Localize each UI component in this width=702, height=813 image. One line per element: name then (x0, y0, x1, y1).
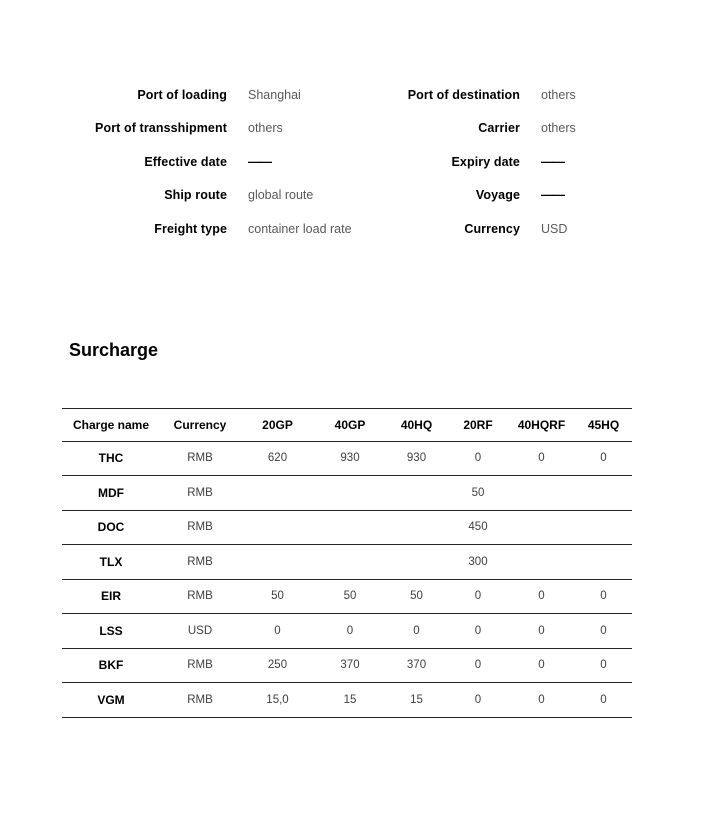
field-value: others (541, 87, 576, 102)
rate-cell: 50 (410, 590, 423, 603)
column-header: Charge name (72, 417, 150, 432)
field-value-empty-dash: —— (541, 188, 564, 203)
rate-cell: 620 (267, 452, 288, 465)
field-label: Port of transshipment (95, 121, 227, 136)
info-row (392, 112, 682, 146)
rate-cell (508, 510, 575, 545)
rate-cell: 0 (474, 590, 482, 603)
rate-cell (508, 545, 575, 580)
rate-cell: 370 (340, 659, 360, 672)
charge-name-cell: MDF (98, 485, 124, 500)
info-row (392, 179, 682, 213)
rate-cell (385, 510, 448, 545)
field-value: Shanghai (248, 87, 301, 102)
rate-cell (385, 545, 448, 580)
info-row (62, 179, 392, 213)
surcharge-heading: Surcharge (69, 339, 159, 360)
rate-cell: 0 (274, 624, 281, 637)
shipment-info-section (0, 0, 702, 246)
field-label: Voyage (475, 188, 520, 203)
table-row (62, 510, 632, 545)
rate-cell: 930 (406, 452, 427, 465)
rate-cell: 0 (600, 452, 607, 465)
charge-name-cell: EIR (100, 589, 121, 604)
rate-cell (385, 476, 448, 511)
charge-name-cell: DOC (97, 520, 125, 535)
rate-cell: 15 (410, 693, 423, 706)
rate-cell (315, 510, 385, 545)
info-row (62, 112, 392, 146)
rate-cell: 0 (538, 693, 545, 706)
charge-name-cell: TLX (99, 554, 123, 569)
field-value: others (248, 121, 283, 136)
rate-cell: 0 (474, 693, 482, 706)
field-value-empty-dash: —— (541, 154, 564, 169)
rate-cell: 0 (538, 452, 545, 465)
rate-cell (240, 545, 315, 580)
rate-cell: 50 (343, 590, 357, 603)
table-row (62, 683, 632, 718)
rate-cell (315, 476, 385, 511)
field-label: Port of destination (407, 87, 520, 102)
column-header: 40GP (334, 417, 366, 432)
column-header: 45HQ (587, 417, 620, 432)
column-header: 20RF (463, 417, 493, 432)
column-header: 40HQ (400, 417, 433, 432)
rate-cell (575, 545, 632, 580)
rate-cell: 0 (474, 659, 482, 672)
field-value: USD (541, 221, 568, 236)
surcharge-table (62, 408, 632, 718)
table-row (62, 476, 632, 511)
table-row (62, 545, 632, 580)
rate-cell (240, 476, 315, 511)
info-column-right (392, 78, 682, 246)
rate-cell: 450 (468, 521, 488, 534)
field-value: others (541, 121, 576, 136)
rate-cell (575, 476, 632, 511)
info-row (62, 145, 392, 179)
rate-cell (240, 510, 315, 545)
currency-cell: RMB (187, 486, 213, 499)
info-row (62, 78, 392, 112)
currency-cell: RMB (187, 659, 213, 672)
rate-cell: 0 (538, 659, 545, 672)
field-label: Currency (464, 221, 520, 236)
info-row (62, 212, 392, 246)
info-row (392, 145, 682, 179)
rate-cell: 370 (406, 659, 427, 672)
currency-cell: RMB (187, 555, 213, 568)
field-label: Port of loading (137, 87, 227, 102)
charge-name-cell: LSS (99, 623, 123, 638)
field-label: Expiry date (451, 154, 520, 169)
table-header-row (62, 408, 632, 441)
rate-cell: 0 (538, 590, 545, 603)
charge-name-cell: BKF (98, 658, 124, 673)
rate-cell: 0 (413, 624, 420, 637)
info-row (392, 78, 682, 112)
rate-cell: 0 (346, 624, 354, 637)
charge-name-cell: THC (98, 451, 124, 466)
rate-cell: 15,0 (266, 693, 289, 706)
currency-cell: USD (187, 624, 213, 637)
table-row (62, 648, 632, 683)
info-row (392, 212, 682, 246)
table-row (62, 441, 632, 476)
currency-cell: RMB (187, 521, 213, 534)
rate-cell: 930 (340, 452, 360, 465)
currency-cell: RMB (187, 693, 213, 706)
rate-cell: 0 (600, 693, 607, 706)
field-label: Ship route (164, 188, 227, 203)
rate-cell: 300 (468, 555, 488, 568)
surcharge-table-body (62, 441, 632, 717)
rate-cell: 50 (271, 590, 284, 603)
column-header: Currency (173, 417, 227, 432)
rate-cell (315, 545, 385, 580)
rate-cell: 0 (538, 624, 545, 637)
rate-cell: 0 (600, 659, 607, 672)
table-row (62, 614, 632, 649)
field-label: Carrier (478, 121, 520, 136)
rate-cell (508, 476, 575, 511)
info-column-left (62, 78, 392, 246)
currency-cell: RMB (187, 452, 213, 465)
field-label: Effective date (144, 154, 227, 169)
rate-cell: 0 (474, 624, 482, 637)
rate-cell: 0 (600, 624, 607, 637)
field-value: container load rate (248, 221, 352, 236)
field-value-empty-dash: —— (248, 154, 271, 169)
field-label: Freight type (154, 221, 227, 236)
surcharge-table-head (62, 408, 632, 441)
table-row (62, 579, 632, 614)
field-value: global route (248, 188, 314, 203)
charge-name-cell: VGM (97, 692, 125, 707)
currency-cell: RMB (187, 590, 213, 603)
rate-cell (575, 510, 632, 545)
rate-cell: 15 (343, 693, 357, 706)
rate-cell: 250 (267, 659, 288, 672)
rate-cell: 50 (471, 486, 485, 499)
column-header: 20GP (262, 417, 293, 432)
rate-cell: 0 (474, 452, 482, 465)
column-header: 40HQRF (517, 417, 566, 432)
rate-cell: 0 (600, 590, 607, 603)
